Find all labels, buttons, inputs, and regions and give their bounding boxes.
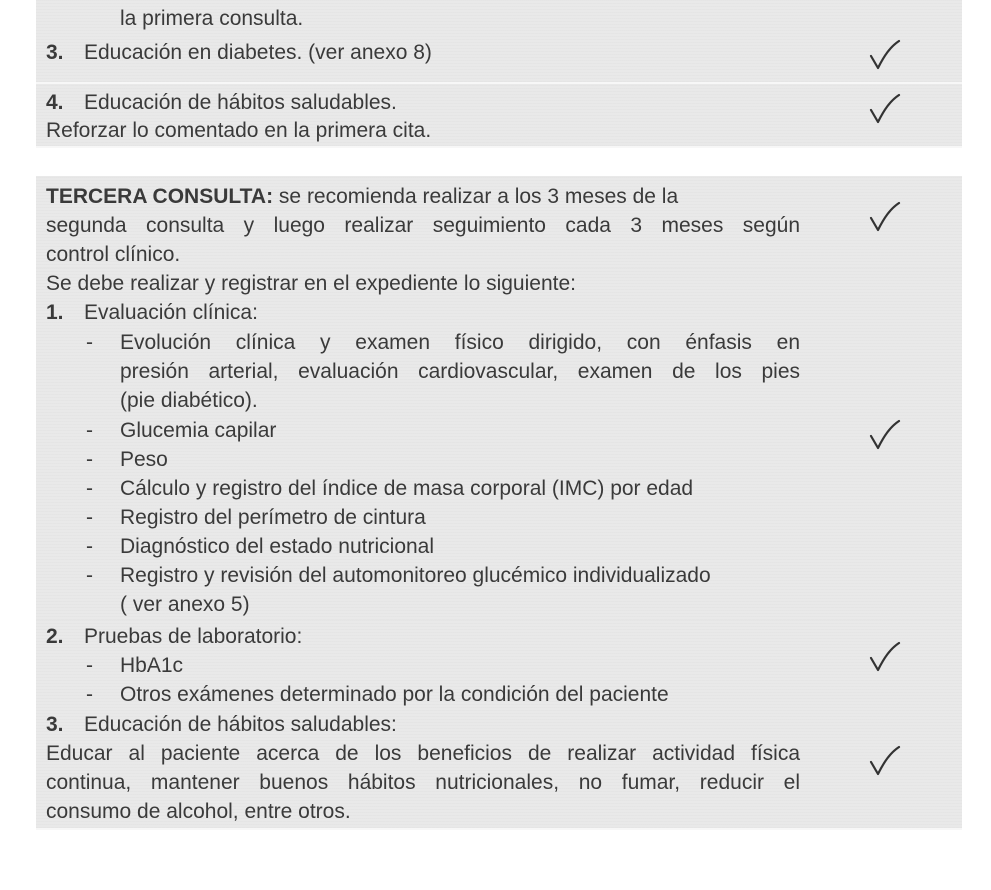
checkmark-icon: [868, 38, 902, 72]
bullet-dash: -: [86, 448, 93, 471]
checkmark-icon: [868, 200, 902, 234]
bullet-dash: -: [86, 419, 93, 442]
list-item: Peso: [120, 448, 168, 471]
section-title: Evaluación clínica:: [84, 301, 258, 324]
list-item: Diagnóstico del estado nutricional: [120, 535, 435, 558]
bullet-dash: -: [86, 506, 93, 529]
item-number: 1.: [46, 301, 64, 324]
tercera-intro-line-2: segunda consulta y luego realizar seguimiento cada 3 meses según: [46, 214, 800, 237]
bullet-dash: -: [86, 535, 93, 558]
item-number: 4.: [46, 91, 64, 114]
section-title: Educación de hábitos saludables:: [84, 713, 397, 736]
bullet-dash: -: [86, 654, 93, 677]
item-number: 2.: [46, 625, 64, 648]
bullet-dash: -: [86, 477, 93, 500]
instructions-text: Se debe realizar y registrar en el expediente lo siguiente:: [46, 272, 576, 295]
item-number: 3.: [46, 41, 64, 64]
paragraph-line: Educar al paciente acerca de los beneficios de realizar actividad física: [46, 742, 800, 765]
bullet-dash: -: [86, 683, 93, 706]
tercera-intro-line-1: [46, 182, 800, 211]
list-item: Cálculo y registro del índice de masa corporal (IMC) por edad: [120, 477, 694, 500]
item-number: 3.: [46, 713, 64, 736]
checkmark-icon: [868, 418, 902, 452]
list-item: Registro del perímetro de cintura: [120, 506, 426, 529]
bullet-dash: -: [86, 564, 93, 587]
section-title: Pruebas de laboratorio:: [84, 625, 303, 648]
paragraph-line: consumo de alcohol, entre otros.: [46, 800, 351, 823]
continuation-text: la primera consulta.: [120, 7, 304, 30]
item-text: Educación de hábitos saludables.: [84, 91, 397, 114]
list-item: HbA1c: [120, 654, 184, 677]
paragraph-line: continua, mantener buenos hábitos nutricionales, no fumar, reducir el: [46, 771, 800, 794]
item-text: Educación en diabetes. (ver anexo 8): [84, 41, 432, 64]
list-item: Glucemia capilar: [120, 419, 277, 442]
list-item-continuation: presión arterial, evaluación cardiovascular, examen de los pies: [120, 360, 800, 383]
checkmark-icon: [868, 640, 902, 674]
bullet-dash: -: [86, 331, 93, 354]
section-heading: TERCERA CONSULTA:: [46, 185, 274, 208]
checkmark-icon: [868, 92, 902, 126]
tercera-intro-line-3: control clínico.: [46, 243, 181, 266]
list-item-continuation: (pie diabético).: [120, 389, 258, 412]
list-item-continuation: ( ver anexo 5): [120, 593, 250, 616]
list-item: Evolución clínica y examen físico dirigido, con énfasis en: [120, 331, 800, 354]
intro-text: se recomienda realizar a los 3 meses de la: [273, 185, 679, 208]
item-subtext: Reforzar lo comentado en la primera cita.: [46, 119, 432, 142]
list-item: Otros exámenes determinado por la condición del paciente: [120, 683, 669, 706]
list-item: Registro y revisión del automonitoreo glucémico individualizado: [120, 564, 711, 587]
checkmark-icon: [868, 744, 902, 778]
